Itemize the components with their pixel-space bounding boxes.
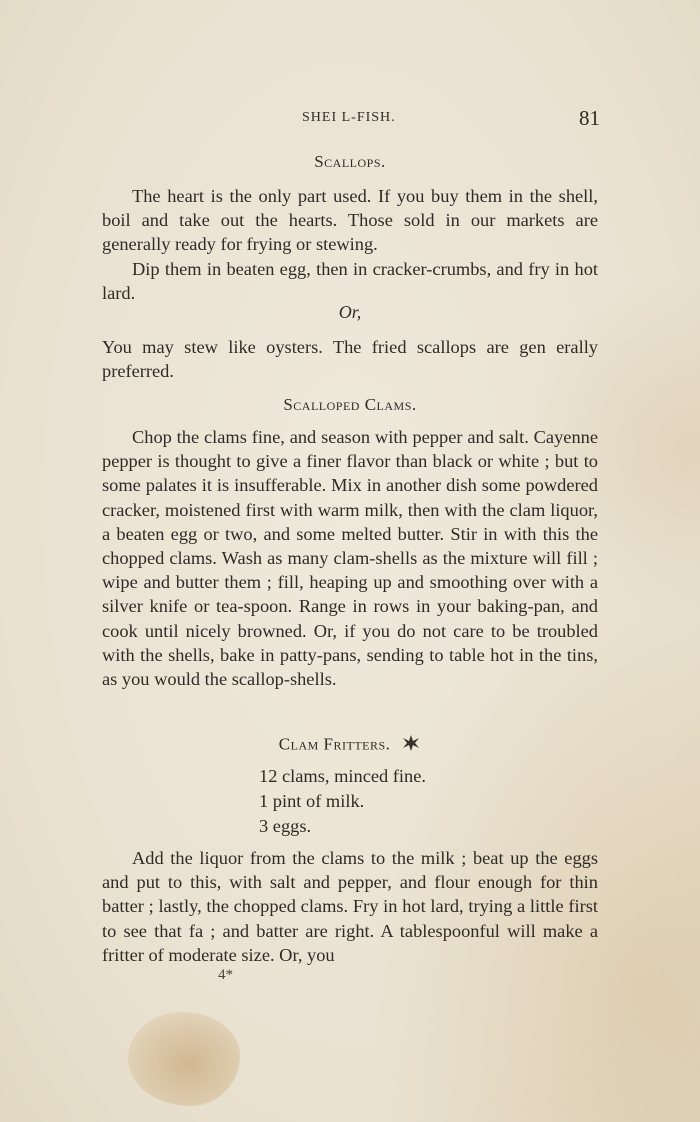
paragraph: Dip them in beaten egg, then in cracker-crumbs, and fry in hot lard.	[102, 258, 598, 303]
running-head	[102, 108, 602, 132]
scallops-body	[102, 184, 598, 305]
clam-fritters-body	[102, 846, 598, 967]
section-heading-scalloped-clams: Scalloped Clams.	[283, 395, 417, 414]
paper-stain	[128, 1012, 240, 1106]
scallops-alt-body	[102, 335, 598, 383]
page-number: 81	[579, 106, 600, 130]
ingredient-item: 1 pint of milk.	[259, 791, 365, 811]
ingredient-item: 3 eggs.	[259, 816, 312, 836]
paragraph: The heart is the only part used. If you buy them in the shell, boil and take out the hearts. Those sold in our markets are generally ready for frying or stewing.	[102, 186, 598, 255]
maltese-cross-icon	[401, 734, 421, 757]
or-separator: Or,	[338, 302, 362, 322]
paragraph: Chop the clams fine, and season with pepper and salt. Cayenne pepper is thought to give a finer flavor than black or white ; but to some palates it is insufferable. Mix in another dish some powdered cracker, moistened first with warm milk, then with the clam liquor, a beaten egg or two, and some melted butter. Stir in with this the chopped clams. Wash as many clam-shells as the mixture will fill ; wipe and butter them ; fill, heaping up and smoothing over with a silver knife or tea-spoon. Range in rows in your baking-pan, and cook until nicely browned. Or, if you do not care to be troubled with the shells, bake in patty-pans, sending to table hot in the tins, as you would the scallop-shells.	[102, 427, 598, 690]
ingredient-list	[259, 764, 426, 839]
section-heading-scallops: Scallops.	[314, 152, 386, 171]
paragraph: Add the liquor from the clams to the milk ; beat up the eggs and put to this, with salt and pepper, and flour enough for thin batter ; lastly, the chopped clams. Fry in hot lard, trying a little first to see that fa ; and batter are right. A tablespoonful will make a fritter of moderate size. Or, you	[102, 848, 598, 965]
signature-mark: 4*	[218, 967, 233, 983]
running-title: SHEI L-FISH.	[302, 110, 396, 125]
section-heading-clam-fritters	[102, 734, 598, 757]
scalloped-clams-body	[102, 425, 598, 691]
ingredient-item: 12 clams, minced fine.	[259, 766, 426, 786]
heading-text: Clam Fritters.	[278, 734, 391, 754]
paragraph: You may stew like oysters. The fried scallops are gen erally preferred.	[102, 337, 598, 382]
